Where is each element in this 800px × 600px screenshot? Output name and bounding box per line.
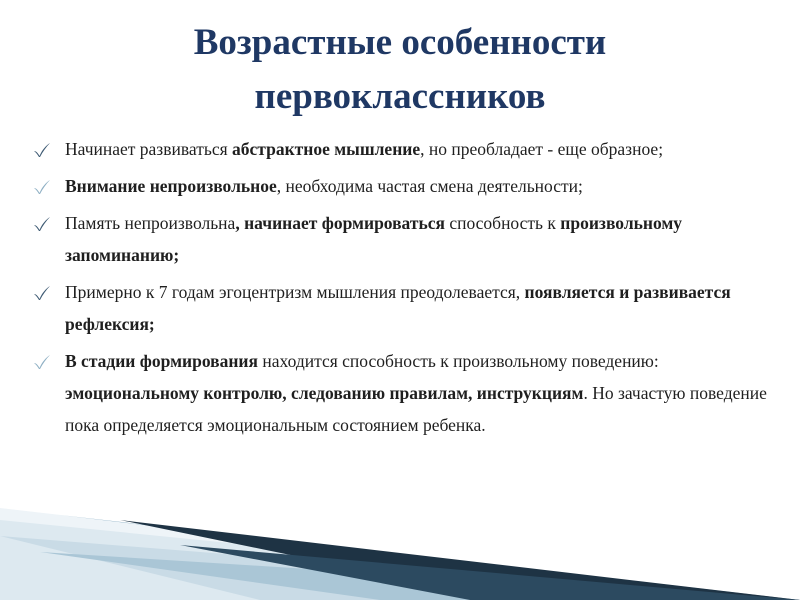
bullet-text: находится способность к произвольному поведению: [257,351,659,371]
bullet-item [28,276,788,340]
checkmark-icon [33,216,51,232]
bullet-list [28,133,788,446]
checkmark-icon [33,179,51,195]
bullet-text-bold: эмоциональному контролю, следованию правилам, инструкциям [65,383,584,403]
checkmark-icon [33,285,51,301]
bullet-text-bold: В стадии формирования [65,351,258,371]
slide-title-line-2: первоклассников [254,76,546,117]
bullet-text: Память непроизвольна [65,213,236,233]
bullet-text-bold: появляется и развивается рефлексия; [65,282,731,334]
bullet-item [28,170,788,202]
slide-title-line-1: Возрастные особенности [193,22,607,63]
bullet-text-bold: Внимание непроизвольное [65,176,277,196]
bullet-item [28,207,788,271]
checkmark-icon [33,142,51,158]
bullet-text: Примерно к 7 годам эгоцентризм мышления преодолевается, [65,282,525,302]
checkmark-icon [33,354,51,370]
bullet-text: , необходима частая смена деятельности; [276,176,583,196]
bullet-text: . Но зачастую поведение пока определяется эмоциональным состоянием ребенка. [65,383,767,435]
bullet-text-bold: произвольному запоминанию; [65,213,683,265]
bullet-item [28,345,788,441]
bullet-text-bold: абстрактное мышление [232,139,421,159]
bullet-item [28,133,788,165]
bullet-text: , но преобладает - еще образное; [420,139,664,159]
bullet-text: способность к [444,213,561,233]
bullet-text: Начинает развиваться [65,139,233,159]
slide-title [60,16,740,124]
bullet-text-bold: , начинает формироваться [235,213,445,233]
